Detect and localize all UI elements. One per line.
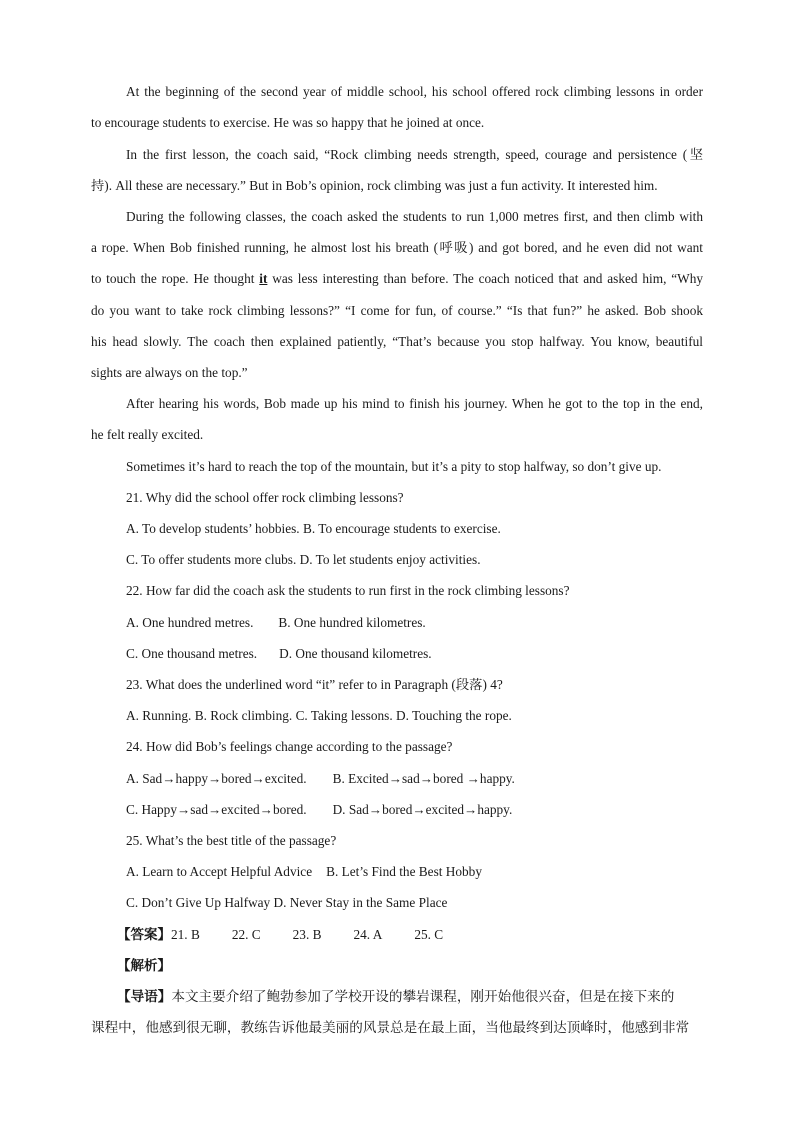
answer-24: 24. A bbox=[353, 927, 383, 942]
passage-p5-line1: Sometimes it’s hard to reach the top of the mountain, but it’s a pity to stop halfway, so don’t give up. bbox=[126, 459, 662, 474]
passage-p2-line1: In the first lesson, the coach said, “Rock climbing needs strength, speed, courage and persistence (坚 bbox=[126, 147, 703, 162]
question-24-options-row2 bbox=[126, 800, 703, 820]
answer-key bbox=[117, 925, 729, 945]
answer-23: 23. B bbox=[292, 927, 322, 942]
option-b: B. Let’s Find the Best Hobby bbox=[326, 864, 482, 879]
option-b: B. To encourage students to exercise. bbox=[302, 521, 501, 536]
option-a: A. One hundred metres. bbox=[126, 615, 254, 630]
underlined-word-it: it bbox=[259, 271, 268, 286]
option-b: B. One hundred kilometres. bbox=[278, 615, 426, 630]
intro-label: 【导语】 bbox=[117, 989, 172, 1005]
passage-p3-line3-before: to touch the rope. He thought bbox=[91, 271, 260, 286]
option-a: A. Learn to Accept Helpful Advice bbox=[126, 864, 313, 879]
question-22-options-row2 bbox=[126, 644, 703, 664]
option-a: A. Running. bbox=[126, 708, 192, 723]
passage-p1-line2: to encourage students to exercise. He was so happy that he joined at once. bbox=[91, 115, 485, 130]
passage-p2-line2: 持). All these are necessary.” But in Bob’s opinion, rock climbing was just a fun activity. It interested him. bbox=[91, 178, 658, 193]
question-25-stem: 25. What’s the best title of the passage? bbox=[126, 833, 337, 848]
answer-25: 25. C bbox=[414, 927, 444, 942]
passage-p3-line3 bbox=[91, 269, 703, 289]
question-21-options-row1 bbox=[126, 519, 703, 539]
option-b: B. Excited→sad→bored →happy. bbox=[332, 771, 515, 786]
question-23-stem: 23. What does the underlined word “it” refer to in Paragraph (段落) 4? bbox=[126, 677, 503, 692]
question-21-options-row2 bbox=[126, 550, 703, 570]
passage-p3-line3-after: was less interesting than before. The coach noticed that and asked him, “Why bbox=[267, 271, 703, 286]
question-25-options-row2 bbox=[126, 893, 703, 913]
passage-p1-line1: At the beginning of the second year of middle school, his school offered rock climbing lessons in order bbox=[126, 84, 703, 99]
passage-p3-line6: sights are always on the top.” bbox=[91, 365, 248, 380]
option-d: D. Sad→bored→excited→happy. bbox=[332, 802, 513, 817]
intro-line1 bbox=[117, 987, 703, 1007]
option-c: C. Don’t Give Up Halfway bbox=[126, 895, 271, 910]
analysis-label: 【解析】 bbox=[117, 958, 171, 974]
passage-p4-line2: he felt really excited. bbox=[91, 427, 204, 442]
question-24-stem: 24. How did Bob’s feelings change according to the passage? bbox=[126, 739, 453, 754]
option-b: B. Rock climbing. bbox=[194, 708, 293, 723]
option-c: C. Happy→sad→excited→bored. bbox=[126, 802, 307, 817]
option-d: D. Never Stay in the Same Place bbox=[273, 895, 448, 910]
passage-p3-line5: his head slowly. The coach then explained patiently, “That’s because you stop halfway. You know, beautiful bbox=[91, 334, 703, 349]
option-c: C. One thousand metres. bbox=[126, 646, 258, 661]
answer-21: 21. B bbox=[171, 927, 200, 942]
option-d: D. Touching the rope. bbox=[395, 708, 512, 723]
passage-p3-line4: do you want to take rock climbing lessons?” “I come for fun, of course.” “Is that fun?” he asked. Bob shook bbox=[91, 303, 703, 318]
passage-p3-line2: a rope. When Bob finished running, he almost lost his breath (呼吸) and got bored, and he even did not want bbox=[91, 240, 703, 255]
option-d: D. One thousand kilometres. bbox=[279, 646, 432, 661]
question-25-options-row1 bbox=[126, 862, 703, 882]
question-22-options-row1 bbox=[126, 613, 703, 633]
question-24-options-row1 bbox=[126, 769, 703, 789]
intro-text-line1: 本文主要介绍了鲍勃参加了学校开设的攀岩课程，刚开始他很兴奋，但是在接下来的 bbox=[171, 989, 675, 1005]
option-c: C. Taking lessons. bbox=[295, 708, 393, 723]
option-a: A. To develop students’ hobbies. bbox=[126, 521, 300, 536]
option-c: C. To offer students more clubs. bbox=[126, 552, 297, 567]
passage-p4-line1: After hearing his words, Bob made up his mind to finish his journey. When he got to the top in the end, bbox=[126, 396, 703, 411]
question-23-options-row1 bbox=[126, 706, 703, 726]
answer-22: 22. C bbox=[231, 927, 261, 942]
answer-label: 【答案】 bbox=[117, 927, 171, 943]
option-d: D. To let students enjoy activities. bbox=[299, 552, 481, 567]
option-a: A. Sad→happy→bored→excited. bbox=[126, 771, 307, 786]
passage-p3-line1: During the following classes, the coach asked the students to run 1,000 metres first, and then climb with bbox=[126, 209, 703, 224]
question-21-stem: 21. Why did the school offer rock climbing lessons? bbox=[126, 490, 404, 505]
intro-line2: 课程中，他感到很无聊，教练告诉他最美丽的风景总是在最上面，当他最终到达顶峰时，他感到非常 bbox=[91, 1020, 690, 1036]
question-22-stem: 22. How far did the coach ask the students to run first in the rock climbing lessons? bbox=[126, 583, 570, 598]
